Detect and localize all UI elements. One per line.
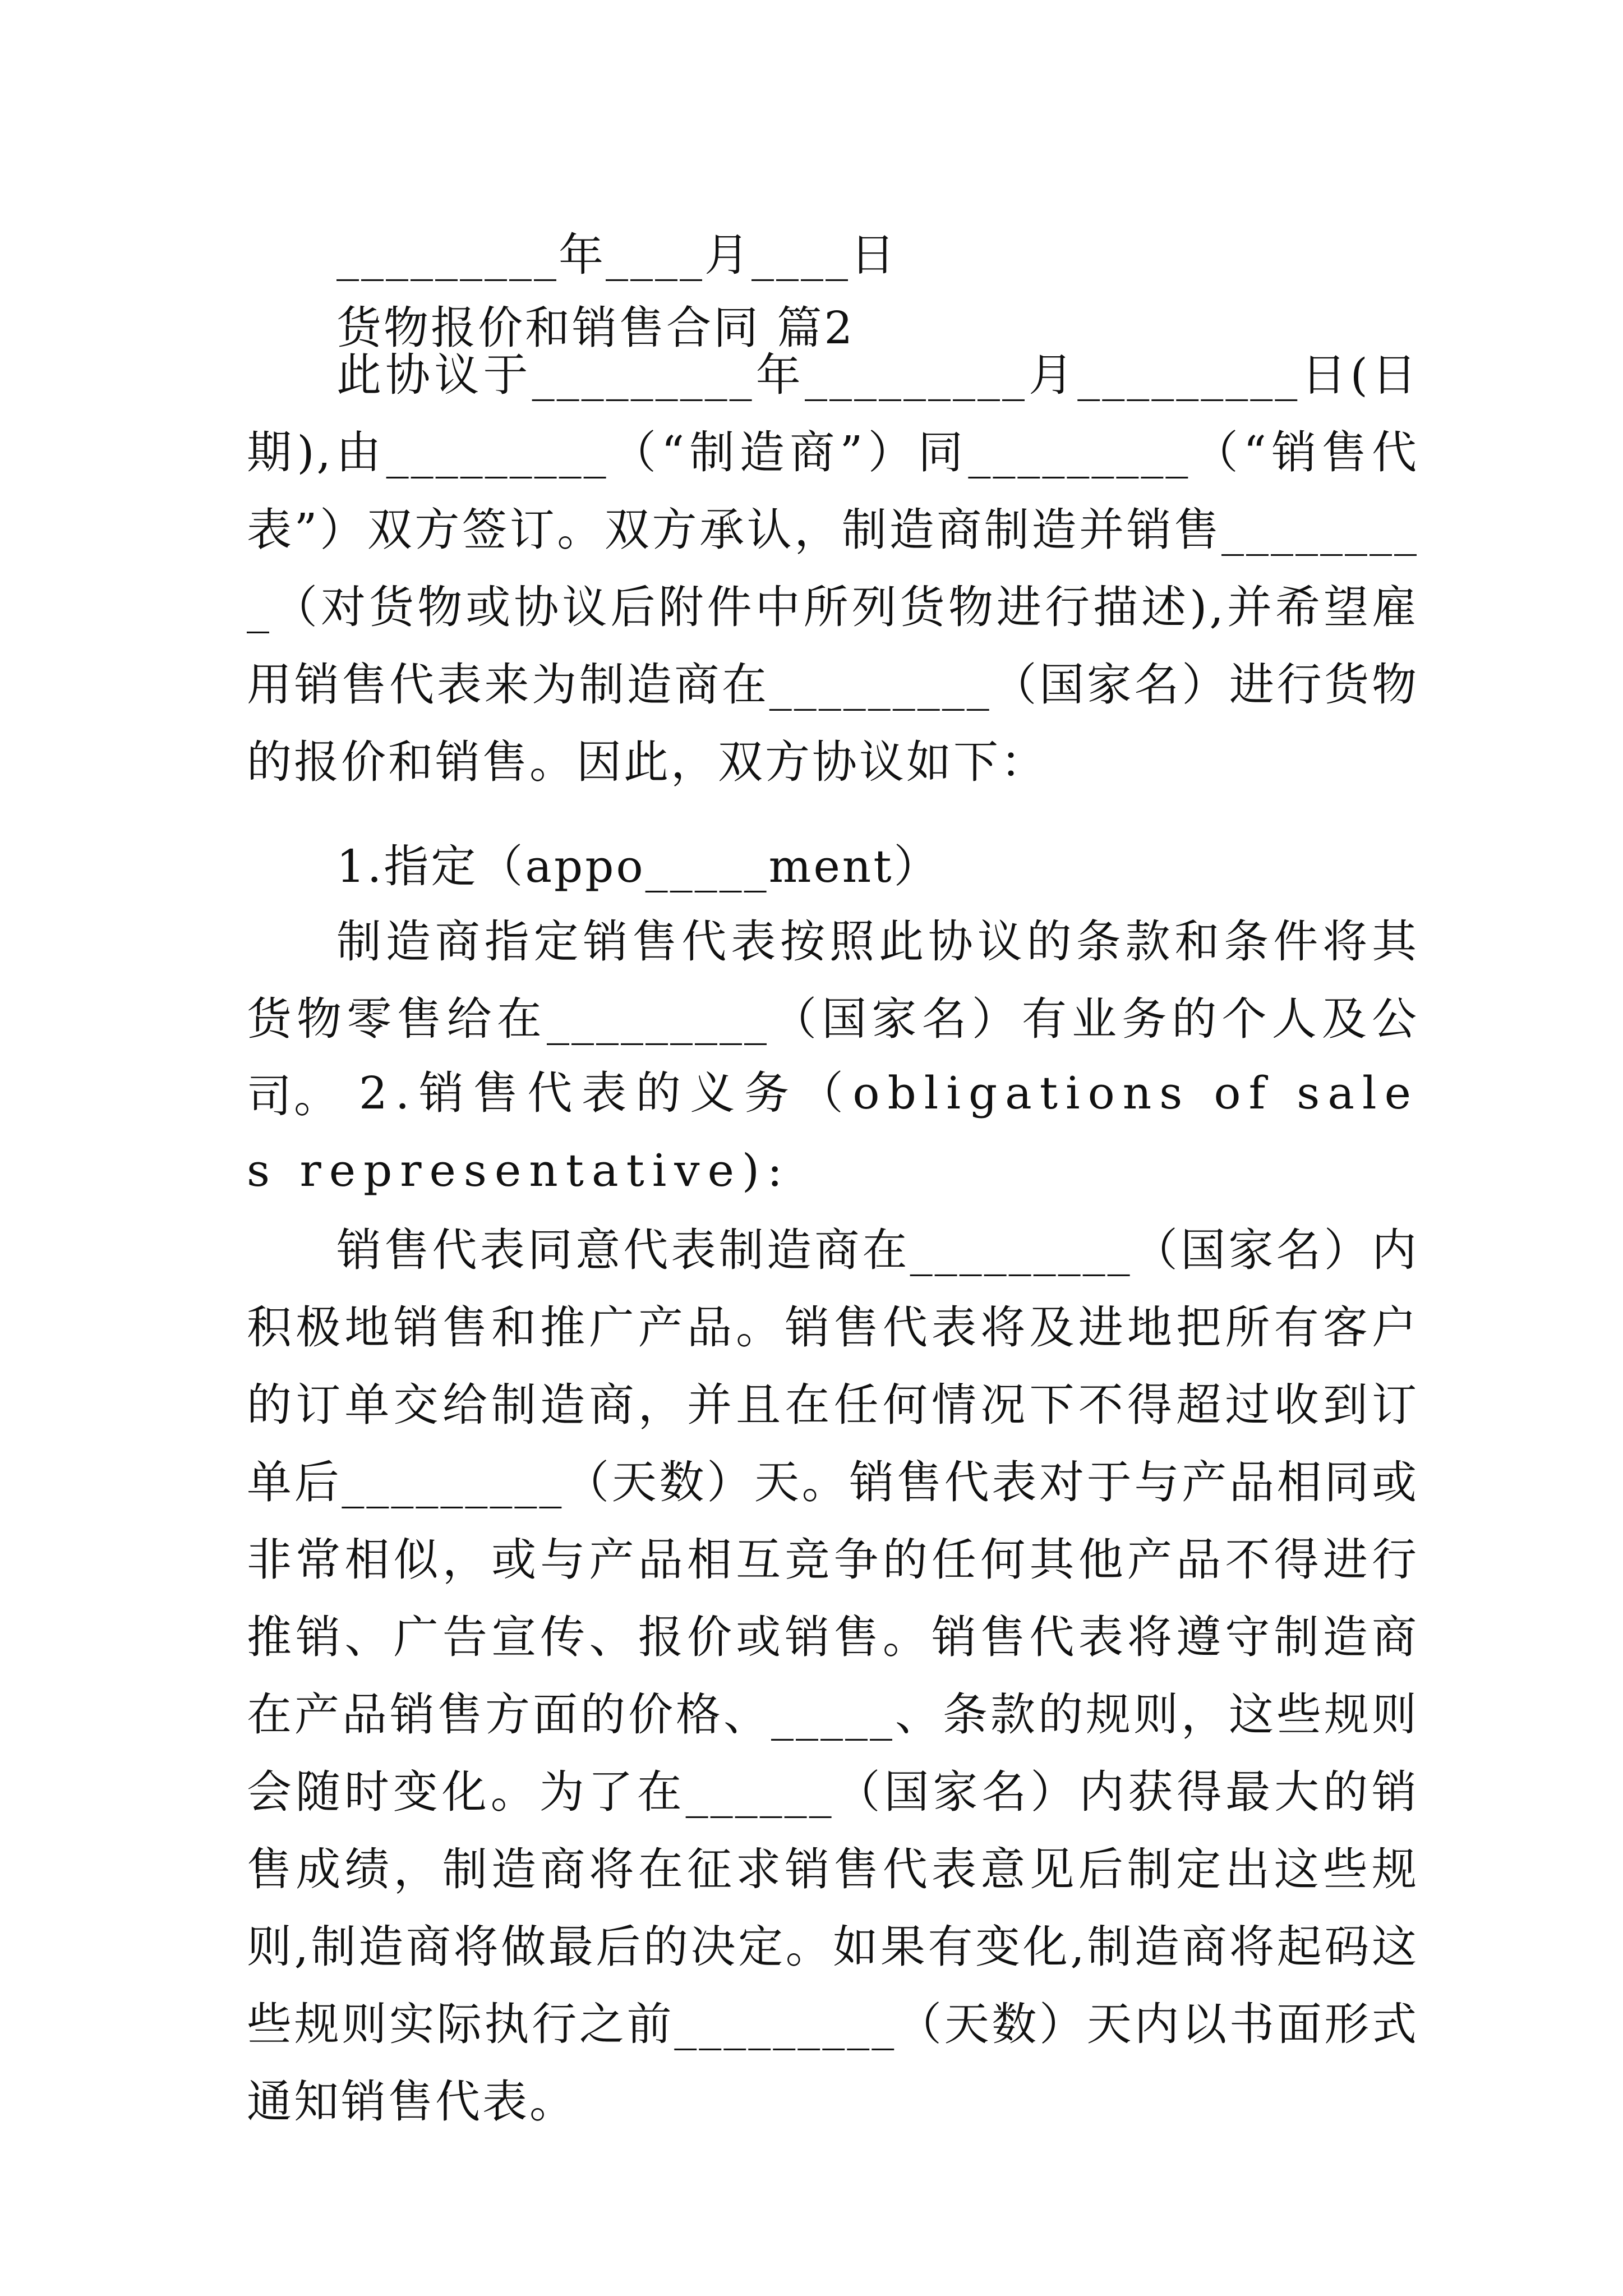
opening-paragraph: 此协议于_________年_________月_________日(日期),由_________（“制造商”）同_________（“销售代表”）双方签订。双方承认，制造商制造并销售_________（对货物或协议后附件中所列货物进行描述),并希望雇用销售代表来为制造商在_________（国家名）进行货物的报价和销售。因此，双方协议如下：	[247, 349, 1419, 788]
document-title: 货物报价和销售合同 篇2	[336, 302, 855, 354]
clause-2-body: 销售代表同意代表制造商在_________（国家名）内积极地销售和推广产品。销售代表将及进地把所有客户的订单交给制造商，并且在任何情况下不得超过收到订单后_________（天数）天。销售代表对于与产品相同或非常相似，或与产品相互竞争的任何其他产品不得进行推销、广告宣传、报价或销售。销售代表将遵守制造商在产品销售方面的价格、_____、条款的规则，这些规则会随时变化。为了在______（国家名）内获得最大的销售成绩，制造商将在征求销售代表意见后制定出这些规则,制造商将做最后的决定。如果有变化,制造商将起码这些规则实际执行之前_________（天数）天内以书面形式通知销售代表。	[247, 1224, 1419, 2128]
clause-1-body: 制造商指定销售代表按照此协议的条款和条件将其货物零售给在_________（国家名）有业务的个人及公司。	[247, 915, 1419, 1122]
date-line: _________年____月____日	[336, 229, 897, 281]
clause-1-heading: 1.指定（appo_____ment）	[336, 840, 941, 892]
clause-2-heading: 2.销售代表的义务（obligations of sales representative):	[247, 1067, 1419, 1197]
